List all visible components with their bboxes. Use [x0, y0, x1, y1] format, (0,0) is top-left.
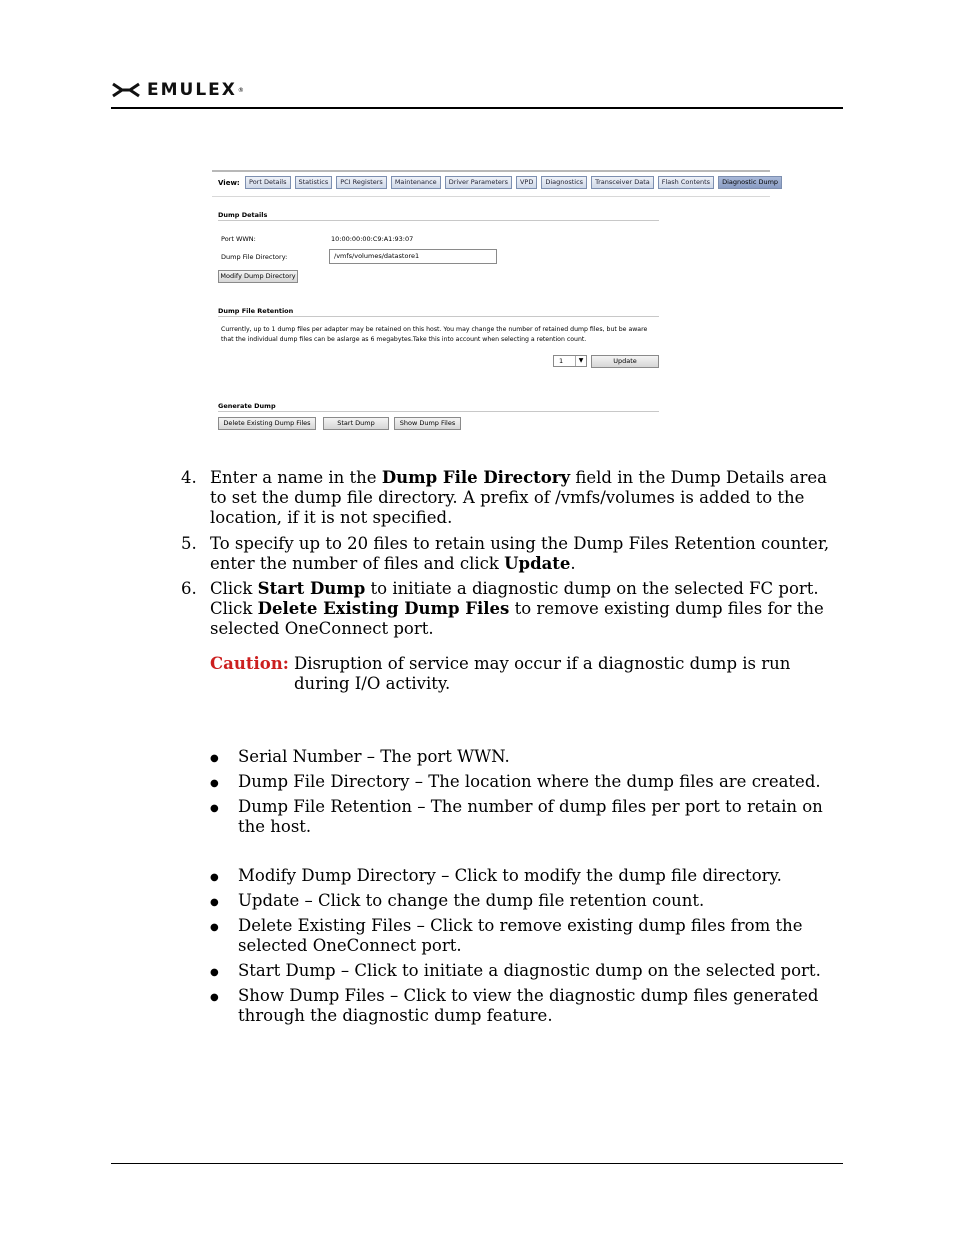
update-button[interactable]: Update: [591, 355, 659, 368]
bullet-icon: ●: [210, 992, 219, 1003]
button-list-item: Show Dump Files – Click to view the diagnostic dump files generated through the diagnostic dump feature.: [238, 986, 819, 1025]
footer-rule: [111, 1163, 843, 1164]
tab-port-details[interactable]: Port Details: [245, 176, 291, 189]
step-bold-term: Dump File Directory: [381, 468, 571, 487]
step-text: [210, 534, 845, 574]
bullet-icon: ●: [210, 803, 219, 814]
button-list-item: Modify Dump Directory – Click to modify the dump file directory.: [238, 866, 782, 885]
dump-directory-input[interactable]: /vmfs/volumes/datastore1: [329, 249, 497, 264]
generate-dump-title: Generate Dump: [218, 402, 276, 410]
bullet-icon: ●: [210, 753, 219, 764]
field-list-item: Dump File Directory – The location where the dump files are created.: [238, 772, 821, 791]
emulex-logo: [111, 80, 244, 100]
tab-diagnostic-dump[interactable]: Diagnostic Dump: [718, 176, 782, 189]
step-text-part: to initiate a diagnostic dump on the selected FC port. Click: [210, 579, 819, 618]
caution-text: Disruption of service may occur if a diagnostic dump is run during I/O activity.: [294, 654, 791, 693]
dump-details-rule: [218, 220, 659, 221]
step-bold-term: Start Dump: [257, 579, 366, 598]
step-text-part: To specify up to 20 files to retain using the Dump Files Retention counter, enter the number of files and click: [210, 534, 830, 573]
bullet-icon: ●: [210, 778, 219, 789]
screenshot-top-border: [212, 170, 770, 172]
chevron-down-icon: ▼: [575, 356, 586, 366]
button-list-item: Delete Existing Files – Click to remove existing dump files from the selected OneConnect port.: [238, 916, 803, 955]
step-bold-term: Update: [504, 554, 571, 573]
tab-diagnostics[interactable]: Diagnostics: [541, 176, 587, 189]
step-text-part: to remove existing dump files for the selected OneConnect port.: [210, 599, 824, 638]
dump-directory-label: Dump File Directory:: [221, 253, 288, 261]
view-tabs: [245, 176, 782, 189]
bullet-icon: ●: [210, 897, 219, 908]
bullet-icon: ●: [210, 872, 219, 883]
header-rule: [111, 107, 843, 109]
tab-statistics[interactable]: Statistics: [295, 176, 333, 189]
tabs-divider: [212, 196, 770, 197]
step-number: 4.: [181, 468, 197, 487]
tab-driver-parameters[interactable]: Driver Parameters: [445, 176, 512, 189]
step-text: [210, 579, 845, 639]
dump-details-title: Dump Details: [218, 211, 268, 219]
tab-vpd[interactable]: VPD: [516, 176, 537, 189]
step-number: 6.: [181, 579, 197, 598]
step-text-part: field in the Dump Details area to set the dump file directory. A prefix of /vmfs/volumes is added to the location, if it is not specified.: [210, 468, 827, 527]
tab-flash-contents[interactable]: Flash Contents: [658, 176, 714, 189]
delete-existing-dump-files-button[interactable]: Delete Existing Dump Files: [218, 417, 316, 430]
tab-maintenance[interactable]: Maintenance: [391, 176, 441, 189]
diagnostic-dump-screenshot: [212, 170, 779, 436]
registered-mark: ®: [237, 86, 244, 94]
step-number: 5.: [181, 534, 197, 553]
caution-label: Caution:: [210, 654, 289, 673]
emulex-logo-icon: [111, 82, 141, 98]
step-text: [210, 468, 845, 528]
tab-pci-registers[interactable]: PCI Registers: [336, 176, 387, 189]
dump-retention-rule: [218, 316, 659, 317]
dump-retention-title: Dump File Retention: [218, 307, 294, 315]
modify-dump-directory-button[interactable]: Modify Dump Directory: [218, 270, 298, 283]
field-list-item: Serial Number – The port WWN.: [238, 747, 510, 766]
view-label: View:: [218, 179, 240, 187]
retention-count-select[interactable]: [553, 355, 587, 367]
port-wwn-value: 10:00:00:00:C9:A1:93:07: [331, 235, 414, 243]
field-list-item: Dump File Retention – The number of dump files per port to retain on the host.: [238, 797, 823, 836]
generate-dump-rule: [218, 411, 659, 412]
bullet-icon: ●: [210, 967, 219, 978]
port-wwn-label: Port WWN:: [221, 235, 256, 243]
button-list-item: Start Dump – Click to initiate a diagnostic dump on the selected port.: [238, 961, 821, 980]
step-text-part: .: [570, 554, 576, 573]
brand-name: EMULEX: [147, 80, 237, 100]
bullet-icon: ●: [210, 922, 219, 933]
button-list-item: Update – Click to change the dump file retention count.: [238, 891, 705, 910]
step-text-part: Click: [210, 579, 258, 598]
step-text-part: Enter a name in the: [210, 468, 382, 487]
retention-count-value: 1: [559, 357, 564, 365]
tab-transceiver-data[interactable]: Transceiver Data: [591, 176, 654, 189]
retention-description: Currently, up to 1 dump files per adapter may be retained on this host. You may change the number of retained dump files, but be aware that the individual dump files can be aslarge as 6 megabytes.Take this into account when selecting a retention count.: [221, 326, 648, 343]
show-dump-files-button[interactable]: Show Dump Files: [394, 417, 461, 430]
step-bold-term: Delete Existing Dump Files: [257, 599, 510, 618]
start-dump-button[interactable]: Start Dump: [323, 417, 389, 430]
